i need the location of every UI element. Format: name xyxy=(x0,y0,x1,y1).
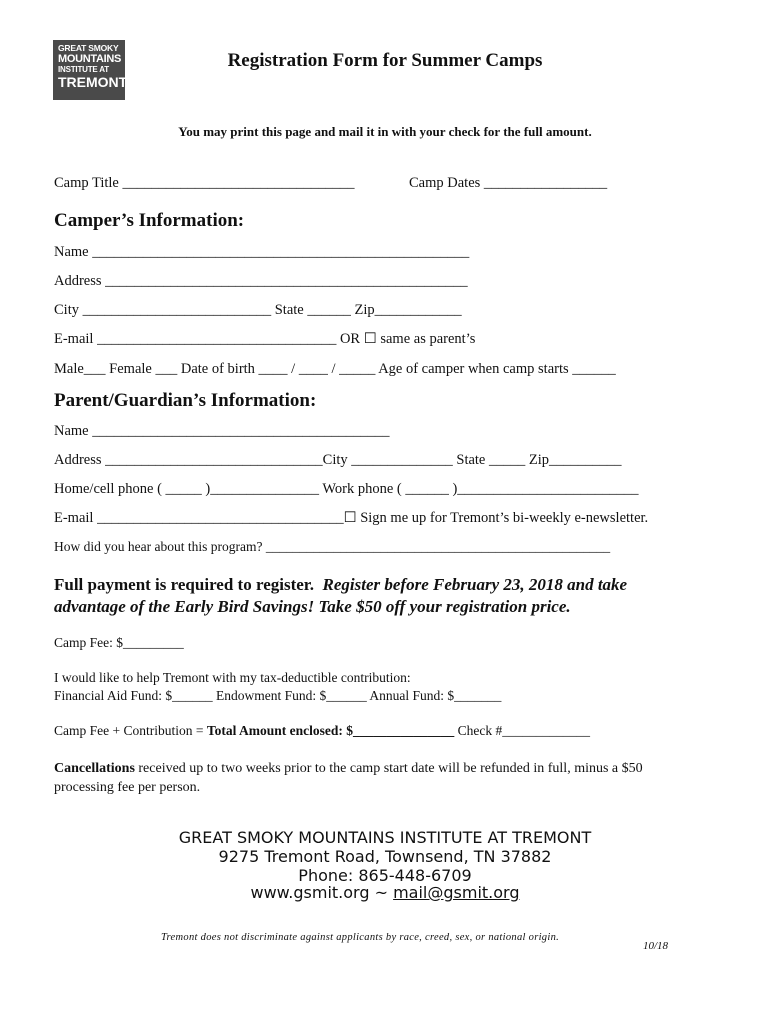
total-amount-line[interactable] xyxy=(54,723,590,739)
camp-dates-field[interactable]: Camp Dates _________________ xyxy=(409,175,608,191)
early-bird-text-1: Register before February 23, 2018 and take xyxy=(322,575,628,594)
print-instructions: You may print this page and mail it in with your check for the full amount. xyxy=(178,124,592,139)
total-prefix: Camp Fee + Contribution = xyxy=(54,723,207,738)
payment-required-text: Full payment is required to register. xyxy=(54,575,315,594)
camper-address-field[interactable]: Address __________________________________________________ xyxy=(54,273,468,289)
parent-name-field[interactable]: Name _________________________________________ xyxy=(54,423,390,439)
logo-line-3: INSTITUTE AT xyxy=(58,64,109,74)
footer-org-name: GREAT SMOKY MOUNTAINS INSTITUTE AT TREMONT xyxy=(178,828,592,847)
camper-gender-dob-age-field[interactable]: Male___ Female ___ Date of birth ____ / ____ / _____ Age of camper when camp starts ______ xyxy=(54,361,616,377)
camp-fee-field[interactable]: Camp Fee: $_________ xyxy=(54,635,184,650)
cancellation-label: Cancellations xyxy=(54,761,135,776)
logo-line-4: TREMONT xyxy=(58,73,128,90)
footer-website[interactable]: www.gsmit.org ~ xyxy=(250,883,394,902)
cancellation-text-2: processing fee per person. xyxy=(54,780,201,795)
payment-notice xyxy=(54,574,627,618)
logo-line-2: MOUNTAINS xyxy=(58,52,122,65)
camper-name-field[interactable]: Name ____________________________________________________ xyxy=(54,244,470,260)
camper-email-field[interactable]: E-mail _________________________________ OR ☐ same as parent’s xyxy=(54,331,476,347)
footer-phone: Phone: 865-448-6709 xyxy=(298,866,472,885)
form-version: 10/18 xyxy=(643,940,669,952)
camp-title-field[interactable]: Camp Title ________________________________ xyxy=(54,175,355,191)
early-bird-text-2: advantage of the Early Bird Savings! Take $50 off your registration price. xyxy=(54,597,571,616)
logo-line-1: GREAT SMOKY xyxy=(58,43,119,53)
parent-email-newsletter-field[interactable]: E-mail __________________________________☐ Sign me up for Tremont’s bi-weekly e-newsletter. xyxy=(54,510,649,526)
nondiscrimination-statement: Tremont does not discriminate against applicants by race, creed, sex, or national origin. xyxy=(161,932,560,943)
total-blank[interactable]: _______________ xyxy=(353,723,455,738)
cancellation-text-1: received up to two weeks prior to the camp start date will be refunded in full, minus a $50 xyxy=(134,761,643,776)
cancellation-policy xyxy=(54,759,643,797)
footer-address: 9275 Tremont Road, Townsend, TN 37882 xyxy=(218,847,552,866)
parent-address-field[interactable]: Address ______________________________City ______________ State _____ Zip__________ xyxy=(54,452,622,468)
total-label: Total Amount enclosed: $ xyxy=(206,723,353,738)
camper-city-state-zip-field[interactable]: City __________________________ State ______ Zip____________ xyxy=(54,302,462,318)
check-number-field[interactable]: Check #_____________ xyxy=(454,723,590,738)
parent-info-heading: Parent/Guardian’s Information: xyxy=(54,390,317,411)
page-title: Registration Form for Summer Camps xyxy=(227,50,543,71)
referral-source-field[interactable]: How did you hear about this program? ___________________________________________________ xyxy=(54,539,611,554)
contribution-intro: I would like to help Tremont with my tax-deductible contribution: xyxy=(54,670,411,685)
footer-web-line xyxy=(0,883,770,902)
contribution-funds-field[interactable]: Financial Aid Fund: $______ Endowment Fund: $______ Annual Fund: $_______ xyxy=(54,688,502,703)
parent-phone-field[interactable]: Home/cell phone ( _____ )_______________ Work phone ( ______ )_________________________ xyxy=(54,481,639,497)
footer-email-link[interactable]: mail@gsmit.org xyxy=(393,883,520,902)
camper-info-heading: Camper’s Information: xyxy=(54,210,245,231)
